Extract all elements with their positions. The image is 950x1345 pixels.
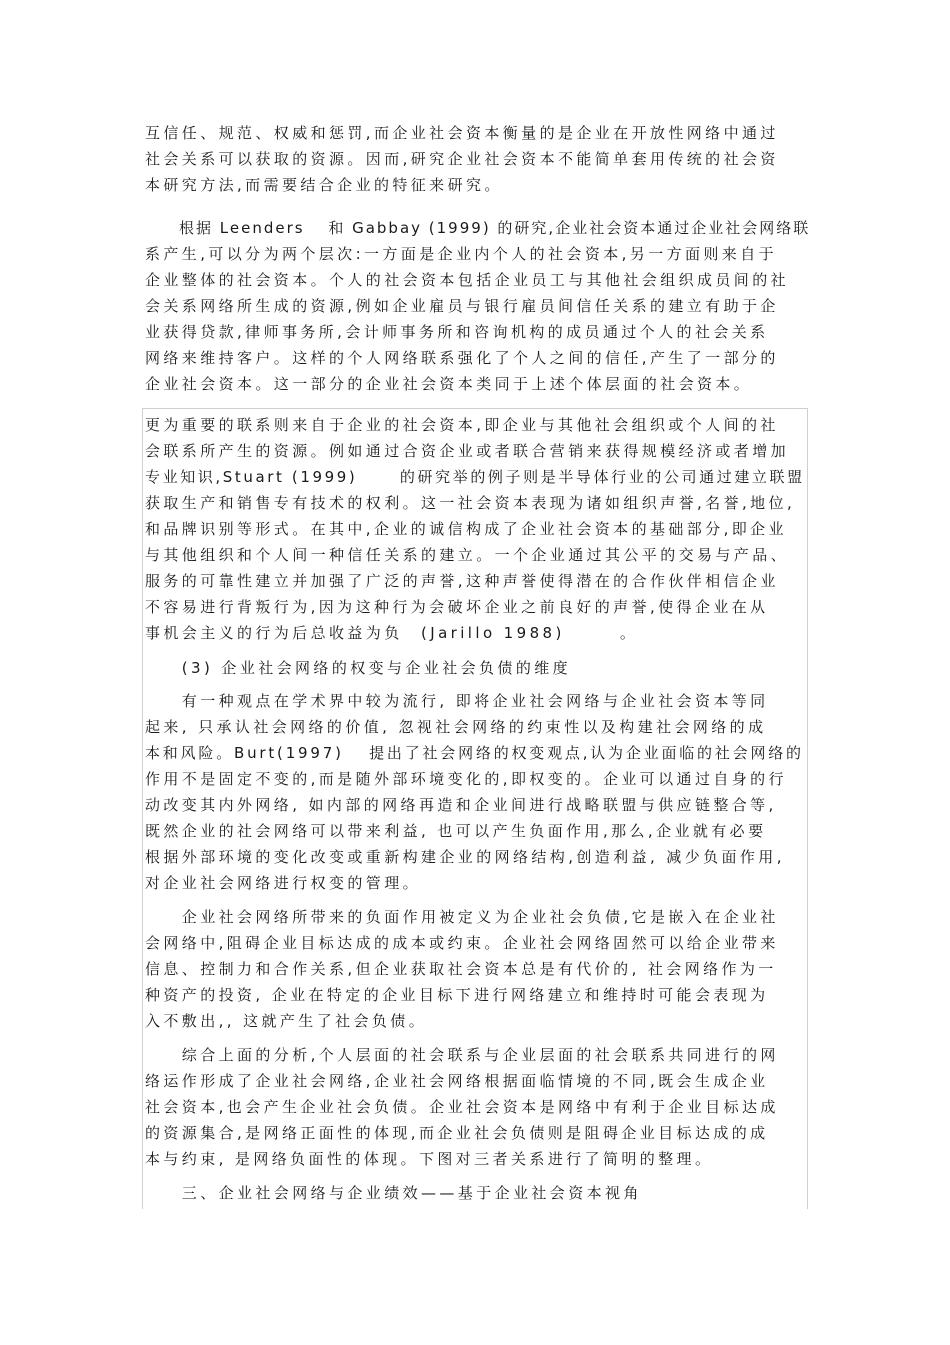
text-line: 既然企业的社会网络可以带来利益, 也可以产生负面作用,那么,企业就有必要 xyxy=(145,822,767,840)
text-line: 服务的可靠性建立并加强了广泛的声誉,这种声誉使得潜在的合作伙伴相信企业 xyxy=(145,572,779,590)
text-line: 社会资本,也会产生企业社会负债。企业社会资本是网络中有利于企业目标达成 xyxy=(145,1098,779,1116)
text-line: 有一种观点在学术界中较为流行, 即将企业社会网络与企业社会资本等同 xyxy=(145,692,769,710)
paragraph-4 xyxy=(145,688,810,896)
text-line: 社会关系可以获取的资源。因而,研究企业社会资本不能简单套用传统的社会资 xyxy=(145,150,779,168)
text-line: 本和风险。Burt(1997) 提出了社会网络的权变观点,认为企业面临的社会网络的 xyxy=(145,744,804,762)
text-line: 本与约束, 是网络负面性的体现。下图对三者关系进行了简明的整理。 xyxy=(145,1150,714,1168)
text-line: 根据 Leenders 和 Gabbay (1999) 的研究,企业社会资本通过企业社会网络联 xyxy=(145,219,811,237)
text-line: 信息、控制力和合作关系,但企业获取社会资本总是有代价的, 社会网络作为一 xyxy=(145,960,777,978)
text-line: 业获得贷款,律师事务所,会计师事务所和咨询机构的成员通过个人的社会关系 xyxy=(145,323,769,341)
text-line: 企业社会资本。这一部分的企业社会资本类同于上述个体层面的社会资本。 xyxy=(145,375,753,393)
text-line: 企业社会网络所带来的负面作用被定义为企业社会负债,它是嵌入在企业社 xyxy=(145,908,779,926)
text-line: (3) 企业社会网络的权变与企业社会负债的维度 xyxy=(145,659,572,677)
paragraph-5 xyxy=(145,904,810,1034)
text-line: 根据外部环境的变化改变或重新构建企业的网络结构,创造利益, 减少负面作用, xyxy=(145,848,785,866)
text-line: 互信任、规范、权威和惩罚,而企业社会资本衡量的是企业在开放性网络中通过 xyxy=(145,124,779,142)
text-line: 入不敷出,, 这就产生了社会负债。 xyxy=(145,1012,428,1030)
paragraph-3 xyxy=(145,412,810,646)
text-line: 络运作形成了企业社会网络,企业社会网络根据面临情境的不同,既会生成企业 xyxy=(145,1072,769,1090)
text-line: 不容易进行背叛行为,因为这种行为会破坏企业之前良好的声誉,使得企业在从 xyxy=(145,598,769,616)
section-heading-three xyxy=(145,1180,810,1206)
text-line: 与其他组织和个人间一种信任关系的建立。一个企业通过其公平的交易与产品、 xyxy=(145,546,790,564)
text-line: 会联系所产生的资源。例如通过合资企业或者联合营销来获得规模经济或者增加 xyxy=(145,442,790,460)
text-line: 和品牌识别等形式。在其中,企业的诚信构成了企业社会资本的基础部分,即企业 xyxy=(145,520,787,538)
paragraph-6 xyxy=(145,1042,810,1172)
text-line: 动改变其内外网络, 如内部的网络再造和企业间进行战略联盟与供应链整合等, xyxy=(145,796,777,814)
text-line: 对企业社会网络进行权变的管理。 xyxy=(145,874,422,892)
section-heading-3 xyxy=(145,655,810,681)
text-line: 三、企业社会网络与企业绩效——基于企业社会资本视角 xyxy=(145,1184,642,1202)
paragraph-2 xyxy=(145,215,810,397)
paragraph-1 xyxy=(145,120,810,198)
text-line: 会网络中,阻碍企业目标达成的成本或约束。企业社会网络固然可以给企业带来 xyxy=(145,934,779,952)
text-line: 会关系网络所生成的资源,例如企业雇员与银行雇员间信任关系的建立有助于企 xyxy=(145,297,779,315)
text-line: 专业知识,Stuart (1999) 的研究举的例子则是半导体行业的公司通过建立联盟 xyxy=(145,468,805,486)
text-line: 作用不是固定不变的,而是随外部环境变化的,即权变的。企业可以通过自身的行 xyxy=(145,770,787,788)
text-line: 综合上面的分析,个人层面的社会联系与企业层面的社会联系共同进行的网 xyxy=(145,1046,779,1064)
text-line: 事机会主义的行为后总收益为负 (Jarillo 1988) 。 xyxy=(145,624,639,642)
text-line: 网络来维持客户。这样的个人网络联系强化了个人之间的信任,产生了一部分的 xyxy=(145,349,779,367)
text-line: 起来, 只承认社会网络的价值, 忽视社会网络的约束性以及构建社会网络的成 xyxy=(145,718,767,736)
text-line: 获取生产和销售专有技术的权利。这一社会资本表现为诸如组织声誉,名誉,地位, xyxy=(145,494,796,512)
text-line: 种资产的投资, 企业在特定的企业目标下进行网络建立和维持时可能会表现为 xyxy=(145,986,769,1004)
text-line: 本研究方法,而需要结合企业的特征来研究。 xyxy=(145,176,503,194)
text-line: 的资源集合,是网络正面性的体现,而企业社会负债则是阻碍企业目标达成的成 xyxy=(145,1124,769,1142)
text-line: 更为重要的联系则来自于企业的社会资本,即企业与其他社会组织或个人间的社 xyxy=(145,416,779,434)
text-line: 系产生,可以分为两个层次:一方面是企业内个人的社会资本,另一方面则来自于 xyxy=(145,245,777,263)
text-line: 企业整体的社会资本。个人的社会资本包括企业员工与其他社会组织成员间的社 xyxy=(145,271,790,289)
